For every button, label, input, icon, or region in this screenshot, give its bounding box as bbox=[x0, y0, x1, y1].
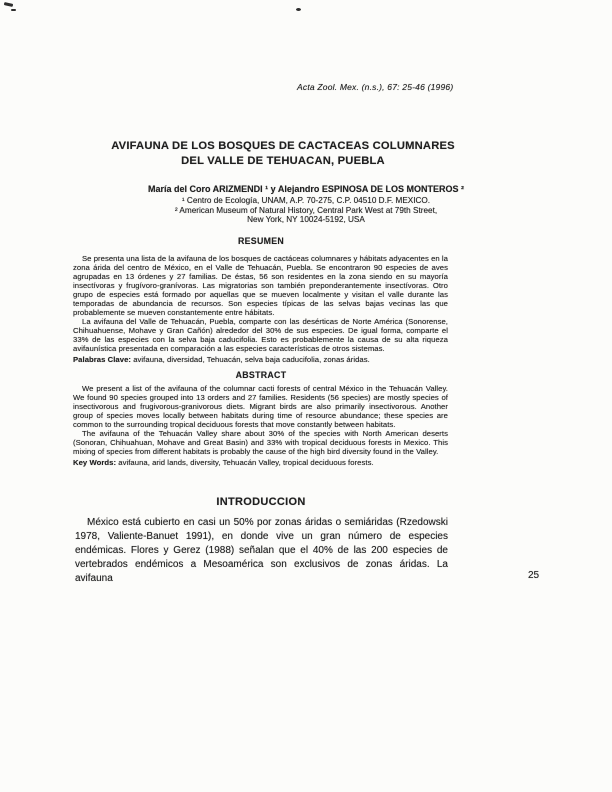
abstract-section bbox=[73, 384, 448, 467]
resumen-keywords-label: Palabras Clave: bbox=[73, 355, 132, 364]
article-title-line2: DEL VALLE DE TEHUACAN, PUEBLA bbox=[181, 154, 385, 167]
introduction-heading: INTRODUCCION bbox=[216, 496, 306, 508]
abstract-keywords bbox=[73, 458, 448, 467]
article-title bbox=[92, 139, 474, 168]
resumen-section bbox=[73, 254, 448, 364]
affiliation-1: ¹ Centro de Ecología, UNAM, A.P. 70-275, C.P. 04510 D.F. MEXICO. bbox=[181, 196, 431, 205]
resumen-paragraph-1: Se presenta una lista de la avifauna de los bosques de cactáceas columnares y hábitats adyacentes en la zona árida del centro de México, en el Valle de Tehuacán, Puebla. Se encontraron 90 especies de aves agrupadas en 13 órdenes y 27 familias. De éstas, 56 son residentes en la zona siendo en su mayoría insectívoras y frugívoro-granívoras. Las migratorias son también preponderantemente insectívoras. Otro grupo de especies está formado por aquellas que se mueven localmente y visitan el valle durante las temporadas de abundancia de recursos. Son especies típicas de las selvas bajas vecinas las que probablemente se mueven constantemente entre hábitats. bbox=[73, 254, 448, 317]
affiliation-3: New York, NY 10024-5192, USA bbox=[247, 215, 365, 225]
article-title-line1: AVIFAUNA DE LOS BOSQUES DE CACTACEAS COLUMNARES bbox=[111, 140, 455, 152]
resumen-paragraph-2: La avifauna del Valle de Tehuacán, Puebla, comparte con las desérticas de Norte América (Sonorense, Chihuahuense, Mohave y Gran Cañón) alrededor del 30% de sus especies. De igual forma, comparte el 33% de las especies con la selva baja caducifolia. Esto es probablemente la causa de su alta riqueza avifaunística presentada en comparación a las especies características de otros sistemas. bbox=[73, 317, 448, 353]
scan-artifact-speck bbox=[4, 2, 13, 7]
introduction-paragraph-1: México está cubierto en casi un 50% por zonas áridas o semiáridas (Rzedowski 1978, Valiente-Banuet 1991), en donde vive un gran número de especies endémicas. Flores y Gerez (1988) señalan que el 40% de las 200 especies de vertebrados endémicos a Mesoamérica son exclusivos de zonas áridas. La avifauna bbox=[75, 517, 448, 584]
scan-artifact-speck bbox=[296, 8, 301, 11]
resumen-keywords-text: avifauna, diversidad, Tehuacán, selva baja caducifolia, zonas áridas. bbox=[131, 355, 370, 364]
authors-line: María del Coro ARIZMENDI ¹ y Alejandro ESPINOSA DE LOS MONTEROS ² bbox=[147, 184, 465, 194]
abstract-paragraph-1: We present a list of the avifauna of the columnar cacti forests of central México in the Tehuacán Valley. We found 90 species grouped into 13 orders and 27 families. Residents (56 species) are mostly species of insectivorous and frugivorous-granivorous diets. Migrant birds are also primarily insectivorous. Another group of species moves locally between habitats during time of resource abundance; these species are common to the surrounding tropical deciduous forests that move constantly between habitats. bbox=[73, 384, 448, 429]
page-number: 25 bbox=[528, 570, 540, 581]
affiliation-2: ² American Museum of Natural History, Central Park West at 79th Street, bbox=[174, 205, 438, 215]
scan-artifact-speck bbox=[11, 9, 16, 11]
introduction-section bbox=[75, 516, 448, 586]
resumen-heading: RESUMEN bbox=[237, 236, 285, 246]
journal-citation-header: Acta Zool. Mex. (n.s.), 67: 25-46 (1996) bbox=[297, 82, 454, 92]
abstract-keywords-label: Key Words: bbox=[73, 458, 117, 467]
abstract-paragraph-2: The avifauna of the Tehuacán Valley share about 30% of the species with North American deserts (Sonoran, Chihuahuan, Mohave and Great Basin) and 33% with tropical deciduous forests in Mexico. This mixing of species from different habitats is probably the cause of the high bird diversity found in the Valley. bbox=[73, 429, 448, 456]
abstract-heading: ABSTRACT bbox=[235, 370, 287, 380]
affiliations-block bbox=[92, 196, 520, 225]
abstract-keywords-text: avifauna, arid lands, diversity, Tehuacán Valley, tropical deciduous forests. bbox=[116, 458, 374, 467]
resumen-keywords bbox=[73, 355, 448, 364]
